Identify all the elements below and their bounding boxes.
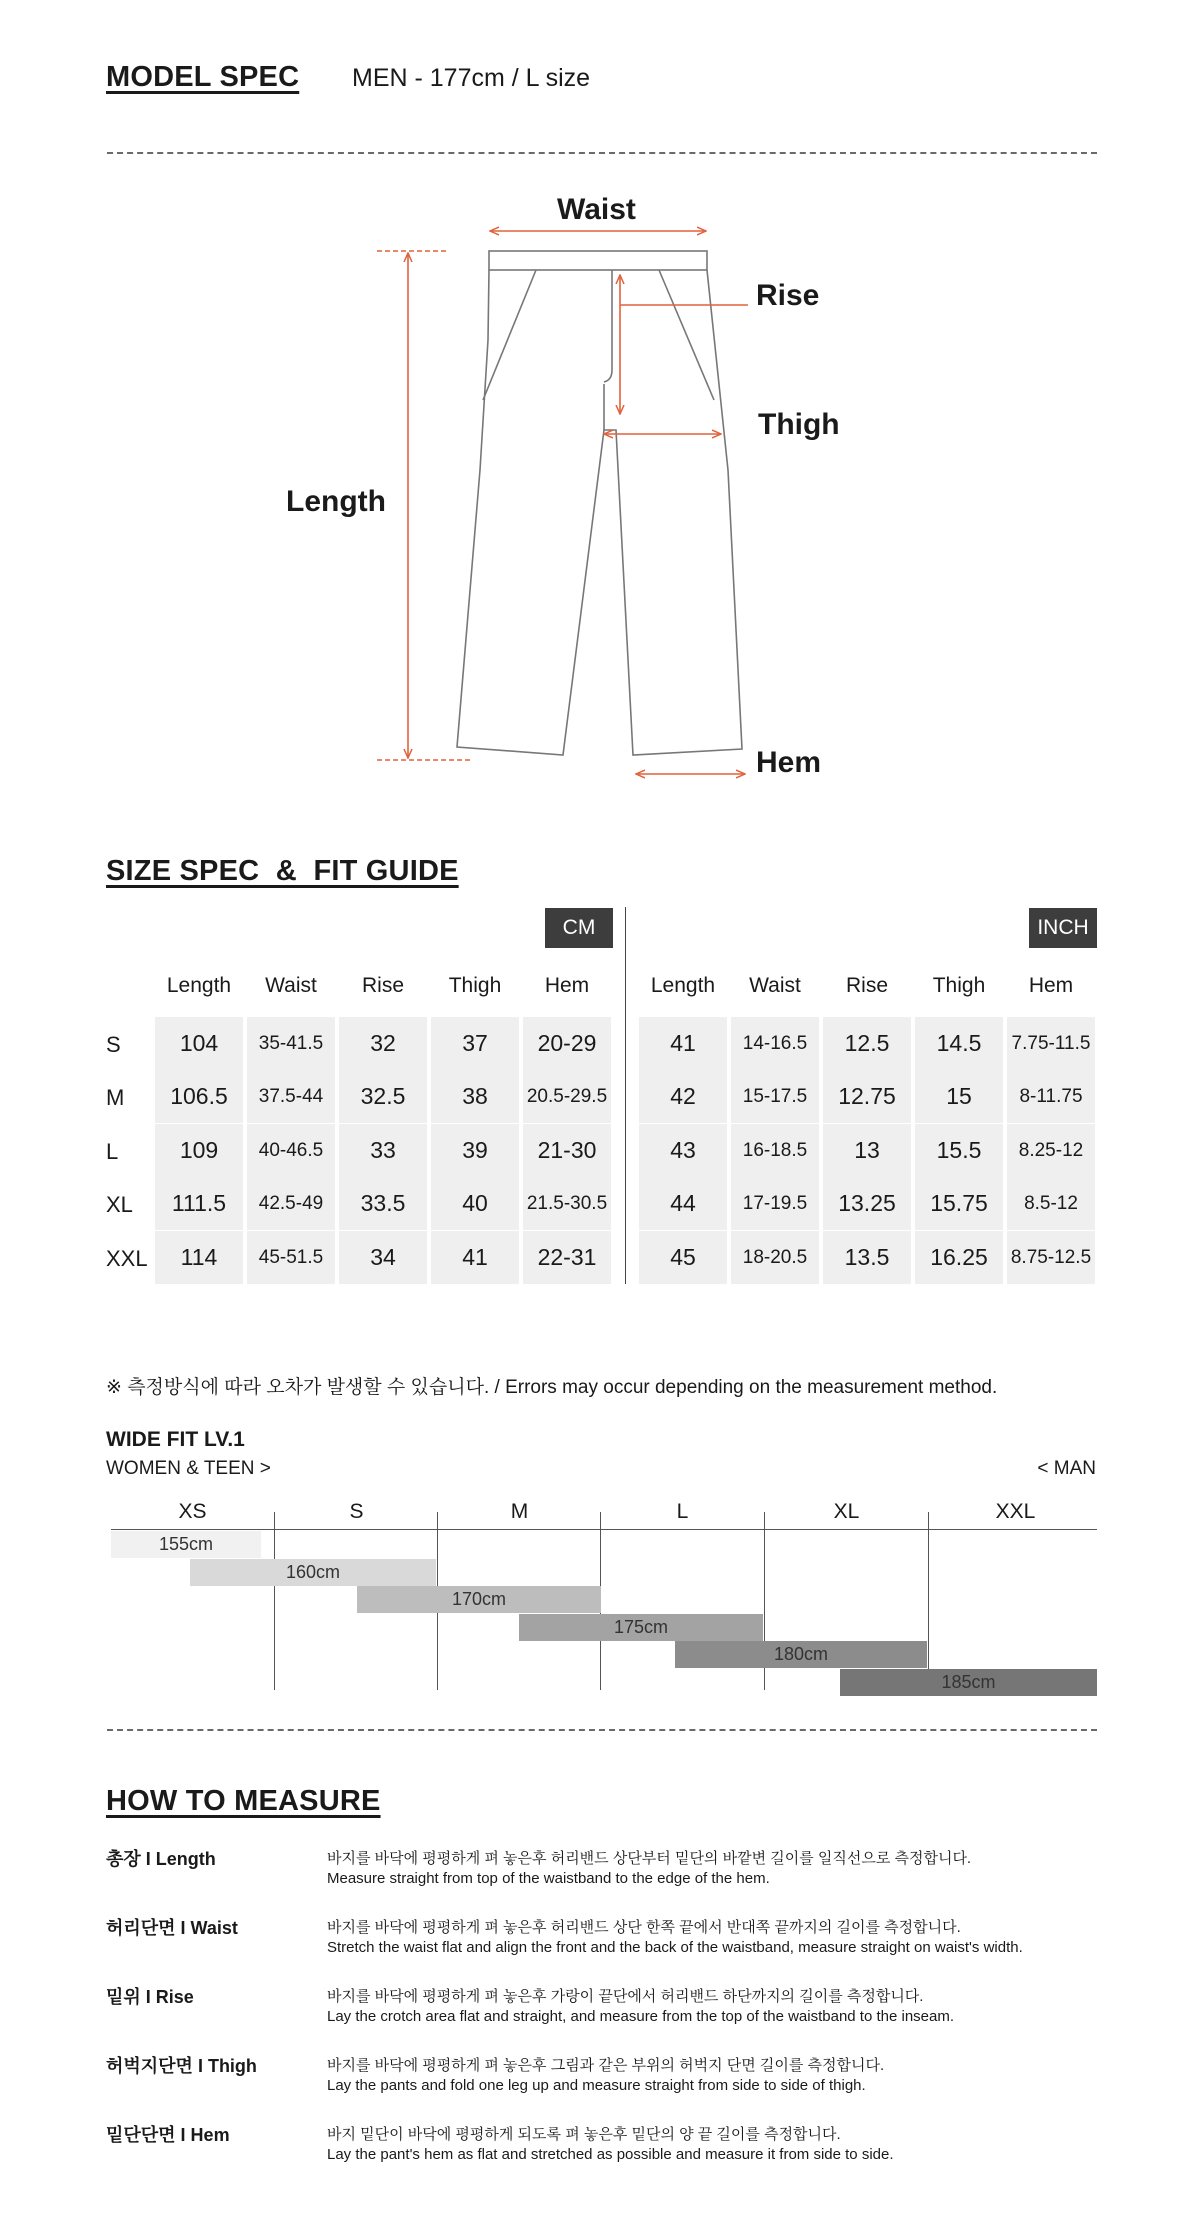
cm-cell: 34 <box>339 1231 427 1284</box>
size-row-label: M <box>106 1085 125 1110</box>
inch-cell: 16-18.5 <box>731 1124 819 1177</box>
cm-cell: 42.5-49 <box>247 1177 335 1230</box>
measure-desc-ko: 바지를 바닥에 평평하게 펴 놓은후 그림과 같은 부위의 허벅지 단면 길이를 측정합니다. <box>327 2057 885 2074</box>
measure-label: 허벅지단면 I Thigh <box>106 2056 257 2076</box>
women-teen-label: WOMEN & TEEN > <box>106 1458 271 1479</box>
fit-size-label: L <box>676 1500 689 1523</box>
inch-cell: 8.75-12.5 <box>1007 1231 1095 1284</box>
fit-axis <box>111 1529 1097 1530</box>
fit-size-divider <box>274 1512 275 1690</box>
measure-desc-ko: 바지를 바닥에 평평하게 펴 놓은후 가랑이 끝단에서 허리밴드 하단까지의 길이를 측정합니다. <box>327 1988 924 2005</box>
measure-desc-en: Measure straight from top of the waistband to the edge of the hem. <box>327 1870 770 1887</box>
cm-cell: 45-51.5 <box>247 1231 335 1284</box>
cm-tag: CM <box>545 908 613 948</box>
inch-cell: 15.75 <box>915 1177 1003 1230</box>
measure-label: 밑위 I Rise <box>106 1987 194 2007</box>
size-row-label: XXL <box>106 1246 148 1271</box>
inch-cell: 8.25-12 <box>1007 1124 1095 1177</box>
cm-cell: 32.5 <box>339 1070 427 1123</box>
inch-cell: 15.5 <box>915 1124 1003 1177</box>
model-spec-title: MODEL SPEC <box>106 61 300 93</box>
size-row-label: S <box>106 1032 121 1057</box>
how-to-measure-title: HOW TO MEASURE <box>106 1785 381 1817</box>
inch-cell: 14.5 <box>915 1017 1003 1070</box>
inch-tag: INCH <box>1029 908 1097 948</box>
pants-diagram <box>0 180 1200 800</box>
measure-desc-en: Lay the pant's hem as flat and stretched as possible and measure it from side to side. <box>327 2146 894 2163</box>
inch-column-header: Length <box>650 974 716 997</box>
inch-cell: 14-16.5 <box>731 1017 819 1070</box>
inch-column-header: Rise <box>845 974 888 997</box>
height-bar: 160cm <box>190 1559 436 1586</box>
cm-cell: 109 <box>155 1124 243 1177</box>
divider <box>107 1729 1097 1731</box>
model-spec-value: MEN - 177cm / L size <box>352 64 591 92</box>
waist-label: Waist <box>557 193 636 226</box>
cm-cell: 22-31 <box>523 1231 611 1284</box>
measure-label: 밑단단면 I Hem <box>106 2125 230 2145</box>
inch-cell: 13.25 <box>823 1177 911 1230</box>
cm-cell: 21-30 <box>523 1124 611 1177</box>
height-bar: 180cm <box>675 1641 927 1668</box>
man-label: < MAN <box>1037 1458 1096 1479</box>
inch-cell: 43 <box>639 1124 727 1177</box>
fit-size-label: M <box>510 1500 529 1523</box>
pants-outline <box>457 251 742 755</box>
inch-cell: 15-17.5 <box>731 1070 819 1123</box>
inch-cell: 8.5-12 <box>1007 1177 1095 1230</box>
cm-cell: 35-41.5 <box>247 1017 335 1070</box>
measure-desc-en: Lay the crotch area flat and straight, and measure from the top of the waistband to the inseam. <box>327 2008 955 2025</box>
cm-cell: 111.5 <box>155 1177 243 1230</box>
inch-cell: 41 <box>639 1017 727 1070</box>
inch-cell: 18-20.5 <box>731 1231 819 1284</box>
divider <box>107 152 1097 154</box>
inch-cell: 7.75-11.5 <box>1007 1017 1095 1070</box>
cm-column-header: Waist <box>265 974 317 997</box>
inch-cell: 12.75 <box>823 1070 911 1123</box>
measure-desc-ko: 바지를 바닥에 평평하게 펴 놓은후 허리밴드 상단부터 밑단의 바깥변 길이를 일직선으로 측정합니다. <box>327 1850 972 1867</box>
height-bar: 155cm <box>111 1531 261 1558</box>
height-bar: 175cm <box>519 1614 763 1641</box>
measure-desc-en: Stretch the waist flat and align the front and the back of the waistband, measure straight on waist's width. <box>327 1939 1023 1956</box>
hem-label: Hem <box>756 746 822 779</box>
inch-column-header: Thigh <box>932 974 986 997</box>
size-row-label: XL <box>106 1192 133 1217</box>
cm-cell: 21.5-30.5 <box>523 1177 611 1230</box>
inch-column-header: Waist <box>749 974 801 997</box>
thigh-label: Thigh <box>758 408 840 441</box>
inch-cell: 16.25 <box>915 1231 1003 1284</box>
measure-desc-ko: 바지를 바닥에 평평하게 펴 놓은후 허리밴드 상단 한쪽 끝에서 반대쪽 끝까지의 길이를 측정합니다. <box>327 1919 961 1936</box>
cm-column-header: Thigh <box>448 974 502 997</box>
inch-cell: 13 <box>823 1124 911 1177</box>
cm-cell: 33.5 <box>339 1177 427 1230</box>
cm-cell: 20.5-29.5 <box>523 1070 611 1123</box>
cm-cell: 32 <box>339 1017 427 1070</box>
inch-column-header: Hem <box>1028 974 1074 997</box>
length-label: Length <box>286 485 386 518</box>
fit-size-divider <box>928 1512 929 1690</box>
cm-cell: 114 <box>155 1231 243 1284</box>
cm-cell: 33 <box>339 1124 427 1177</box>
measurement-note: ※ 측정방식에 따라 오차가 발생할 수 있습니다. / Errors may occur depending on the measurement method. <box>106 1377 998 1398</box>
size-row-label: L <box>106 1139 119 1164</box>
cm-column-header: Rise <box>361 974 404 997</box>
cm-cell: 39 <box>431 1124 519 1177</box>
height-bar: 185cm <box>840 1669 1097 1696</box>
cm-cell: 38 <box>431 1070 519 1123</box>
measure-desc-en: Lay the pants and fold one leg up and measure straight from side to side of thigh. <box>327 2077 866 2094</box>
inch-cell: 42 <box>639 1070 727 1123</box>
cm-column-header: Hem <box>544 974 590 997</box>
inch-cell: 8-11.75 <box>1007 1070 1095 1123</box>
measure-label: 허리단면 I Waist <box>106 1918 238 1938</box>
inch-cell: 17-19.5 <box>731 1177 819 1230</box>
fit-size-label: XS <box>178 1500 207 1523</box>
cm-cell: 106.5 <box>155 1070 243 1123</box>
cm-cell: 37.5-44 <box>247 1070 335 1123</box>
cm-column-header: Length <box>166 974 232 997</box>
cm-cell: 37 <box>431 1017 519 1070</box>
cm-cell: 41 <box>431 1231 519 1284</box>
cm-inch-divider <box>625 907 626 1284</box>
cm-cell: 40 <box>431 1177 519 1230</box>
cm-cell: 104 <box>155 1017 243 1070</box>
inch-cell: 15 <box>915 1070 1003 1123</box>
inch-cell: 12.5 <box>823 1017 911 1070</box>
measure-label: 총장 I Length <box>106 1849 216 1869</box>
cm-cell: 40-46.5 <box>247 1124 335 1177</box>
height-bar: 170cm <box>357 1586 601 1613</box>
measure-desc-ko: 바지 밑단이 바닥에 평평하게 되도록 펴 놓은후 밑단의 양 끝 길이를 측정합니다. <box>327 2126 841 2143</box>
inch-cell: 13.5 <box>823 1231 911 1284</box>
inch-cell: 44 <box>639 1177 727 1230</box>
fit-size-label: XXL <box>995 1500 1036 1523</box>
fit-size-label: S <box>349 1500 364 1523</box>
size-spec-title: SIZE SPEC & FIT GUIDE <box>106 855 459 887</box>
fit-title: WIDE FIT LV.1 <box>106 1428 245 1451</box>
rise-label: Rise <box>756 279 820 312</box>
fit-size-label: XL <box>833 1500 860 1523</box>
cm-cell: 20-29 <box>523 1017 611 1070</box>
inch-cell: 45 <box>639 1231 727 1284</box>
